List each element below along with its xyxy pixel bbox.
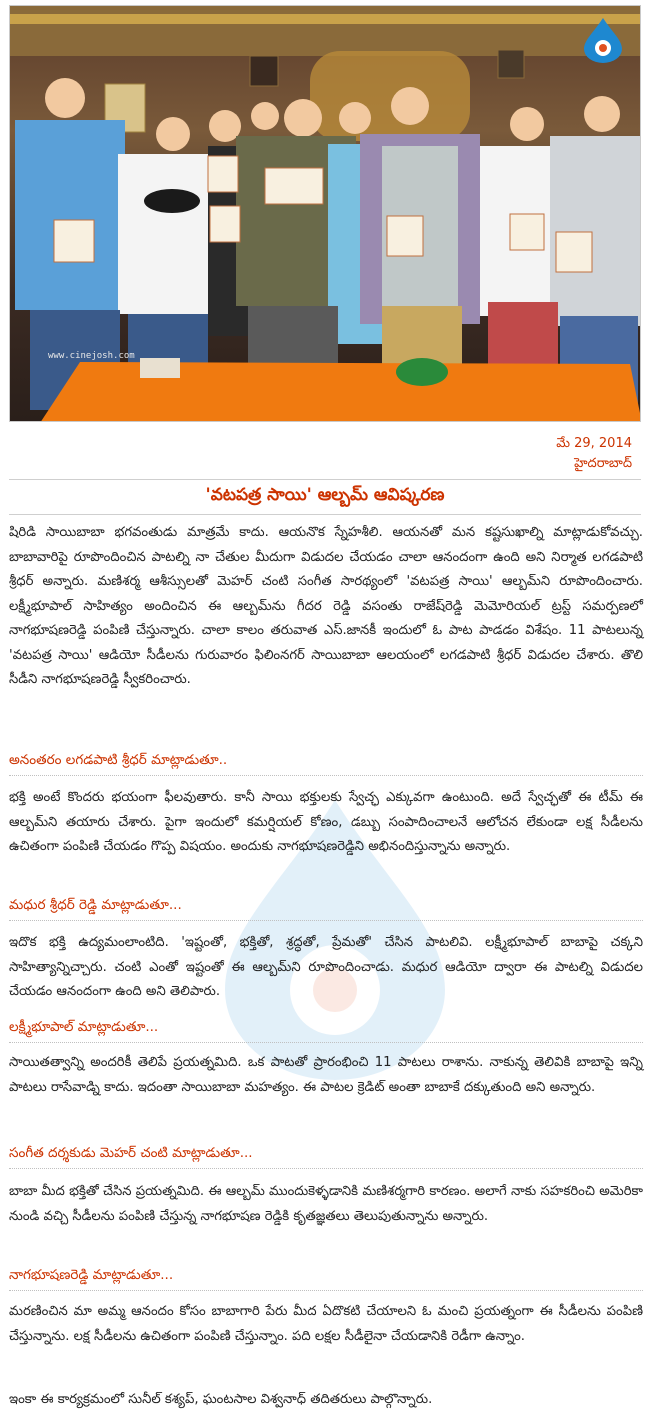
subheading-madhura-sridhar: మధుర శ్రీధర్ రెడ్డి మాట్లాడుతూ...	[9, 897, 643, 921]
article-date: మే 29, 2014	[556, 436, 632, 451]
paragraph-madhura-sridhar: ఇదొక భక్తి ఉద్యమంలాంటిది. 'ఇష్టంతో, భక్తితో, శ్రద్ధతో, ప్రేమతో' చేసిన పాటలివి. లక్ష్మీభూపాల్ బాబాపై చక్కని సాహిత్యాన్నిచ్చారు. చంటి ఎంతో ఇష్టంతో ఈ ఆల్బమ్‌ని రూపొందించాడు. మధుర ఆడియో ద్వారా ఈ పాటల్ని విడుదల చేయడం ఆనందంగా ఉంది అని తెలిపారు.	[9, 935, 643, 999]
paragraph-nagabhushana-reddy: మరణించిన మా అమ్మ ఆనందం కోసం బాబాగారి పేరు మీద ఏదొకటి చేయాలని ఓ మంచి ప్రయత్నంగా ఈ సీడీలను పంపిణి చేస్తున్నాను. లక్ష సీడీలను ఉచితంగా పంపిణి చేస్తున్నాం. పది లక్షల సీడీలైనా చేయడానికి రెడీగా ఉన్నాం.	[9, 1304, 643, 1344]
subheading-lakshmibhupal: లక్ష్మీభూపాల్ మాట్లాడుతూ...	[9, 1019, 643, 1043]
paragraph-lakshmibhupal: సాయితత్వాన్ని అందరికీ తెలిపే ప్రయత్నమిది. ఒక పాటతో ప్రారంభించి 11 పాటలు రాశాను. నాకున్న తెలివికి బాబాపై ఇన్ని పాటలు రాసేవాడ్ని కాదు. ఇదంతా సాయిబాబా మహత్యం. ఈ పాటల క్రెడిట్ అంతా బాబాకే దక్కుతుంది అని అన్నారు.	[9, 1055, 643, 1095]
headline-text: 'వటపత్ర సాయి' ఆల్బమ్ ఆవిష్కరణ	[205, 485, 445, 505]
paragraph-mehar-chanti: బాబా మీద భక్తితో చేసిన ప్రయత్నమిది. ఈ ఆల్బమ్ ముందుకెళ్ళడానికి మణిశర్మగారి కారణం. అలాగే నాకు సహకరించి అమెరికా నుండి వచ్చి సీడీలను పంపిణి చేస్తున్న నాగభూషణ రెడ్డికి కృతజ్ఞతలు తెలుపుతున్నాను అన్నారు.	[9, 1184, 643, 1224]
subheading-sridhar: అనంతరం లగడపాటి శ్రీధర్ మాట్లాడుతూ..	[9, 752, 643, 776]
paragraph-intro: షిరిడి సాయిబాబా భగవంతుడు మాత్రమే కాదు. ఆయనొక స్నేహశీలి. ఆయనతో మన కష్టసుఖాల్ని మాట్లాడుకోవచ్చు. బాబావారిపై రూపొందించిన పాటల్ని నా చేతుల మీదుగా విడుదల చేయడం చాలా ఆనందంగా ఉంది అని నిర్మాత లగడపాటి శ్రీధర్ అన్నారు. మణిశర్మ ఆశీస్సులతో మెహర్ చంటి సంగీత సారథ్యంలో 'వటపత్ర సాయి' ఆల్బమ్‌ని రూపొందించారు. లక్ష్మీభూపాల్ సాహిత్యం అందించిన ఈ ఆల్బమ్‌ను గీదర రెడ్డి వసంతు రాజేష్‌రెడ్డి మెమోరియల్ ట్రస్ట్ సమర్పణలో నాగభూషణరెడ్డి పంపిణి చేస్తున్నారు. చాలా కాలం తరువాత ఎస్.జానకీ ఇందులో ఓ పాట పాడడం విశేషం. 11 పాటలున్న 'వటపత్ర సాయి' ఆడియో సీడీలను గురువారం ఫిలింనగర్ సాయిబాబా ఆలయంలో లగడపాటి శ్రీధర్ విడుదల చేశారు. తొలి సీడీని నాగభూషణరెడ్డి స్వీకరించారు.	[9, 525, 643, 687]
paragraph-sridhar: భక్తి అంటే కొందరు భయంగా ఫీలవుతారు. కానీ సాయి భక్తులకు స్వేచ్ఛ ఎక్కువగా ఉంటుంది. అదే స్వేచ్ఛతో ఈ టీమ్ ఈ ఆల్బమ్‌ని తయారు చేశారు. పైగా ఇందులో కమర్షియల్ కోణం, డబ్బు సంపాదించాలనే ఆలోచన లేకుండా లక్ష సీడీలను ఉచితంగా పంపిణి చేయడం గొప్ప విషయం. అందుకు నాగభూషణరెడ్డిని అభినందిస్తున్నాను అన్నారు.	[9, 790, 643, 854]
event-photo	[9, 5, 641, 422]
paragraph-closing: ఇంకా ఈ కార్యక్రమంలో సునీల్ కశ్యప్, ఘంటసాల విశ్వనాధ్ తదితరులు పాల్గొన్నారు.	[9, 1392, 433, 1407]
article-place: హైదరాబాద్	[574, 456, 632, 471]
subheading-nagabhushana-reddy: నాగభూషణరెడ్డి మాట్లాడుతూ...	[9, 1267, 643, 1291]
cinejosh-drop-logo-icon	[582, 16, 624, 64]
photo-watermark: www.cinejosh.com	[48, 351, 135, 361]
article-headline	[9, 479, 641, 515]
subheading-mehar-chanti: సంగీత దర్శకుడు మెహర్ చంటి మాట్లాడుతూ...	[9, 1145, 643, 1169]
